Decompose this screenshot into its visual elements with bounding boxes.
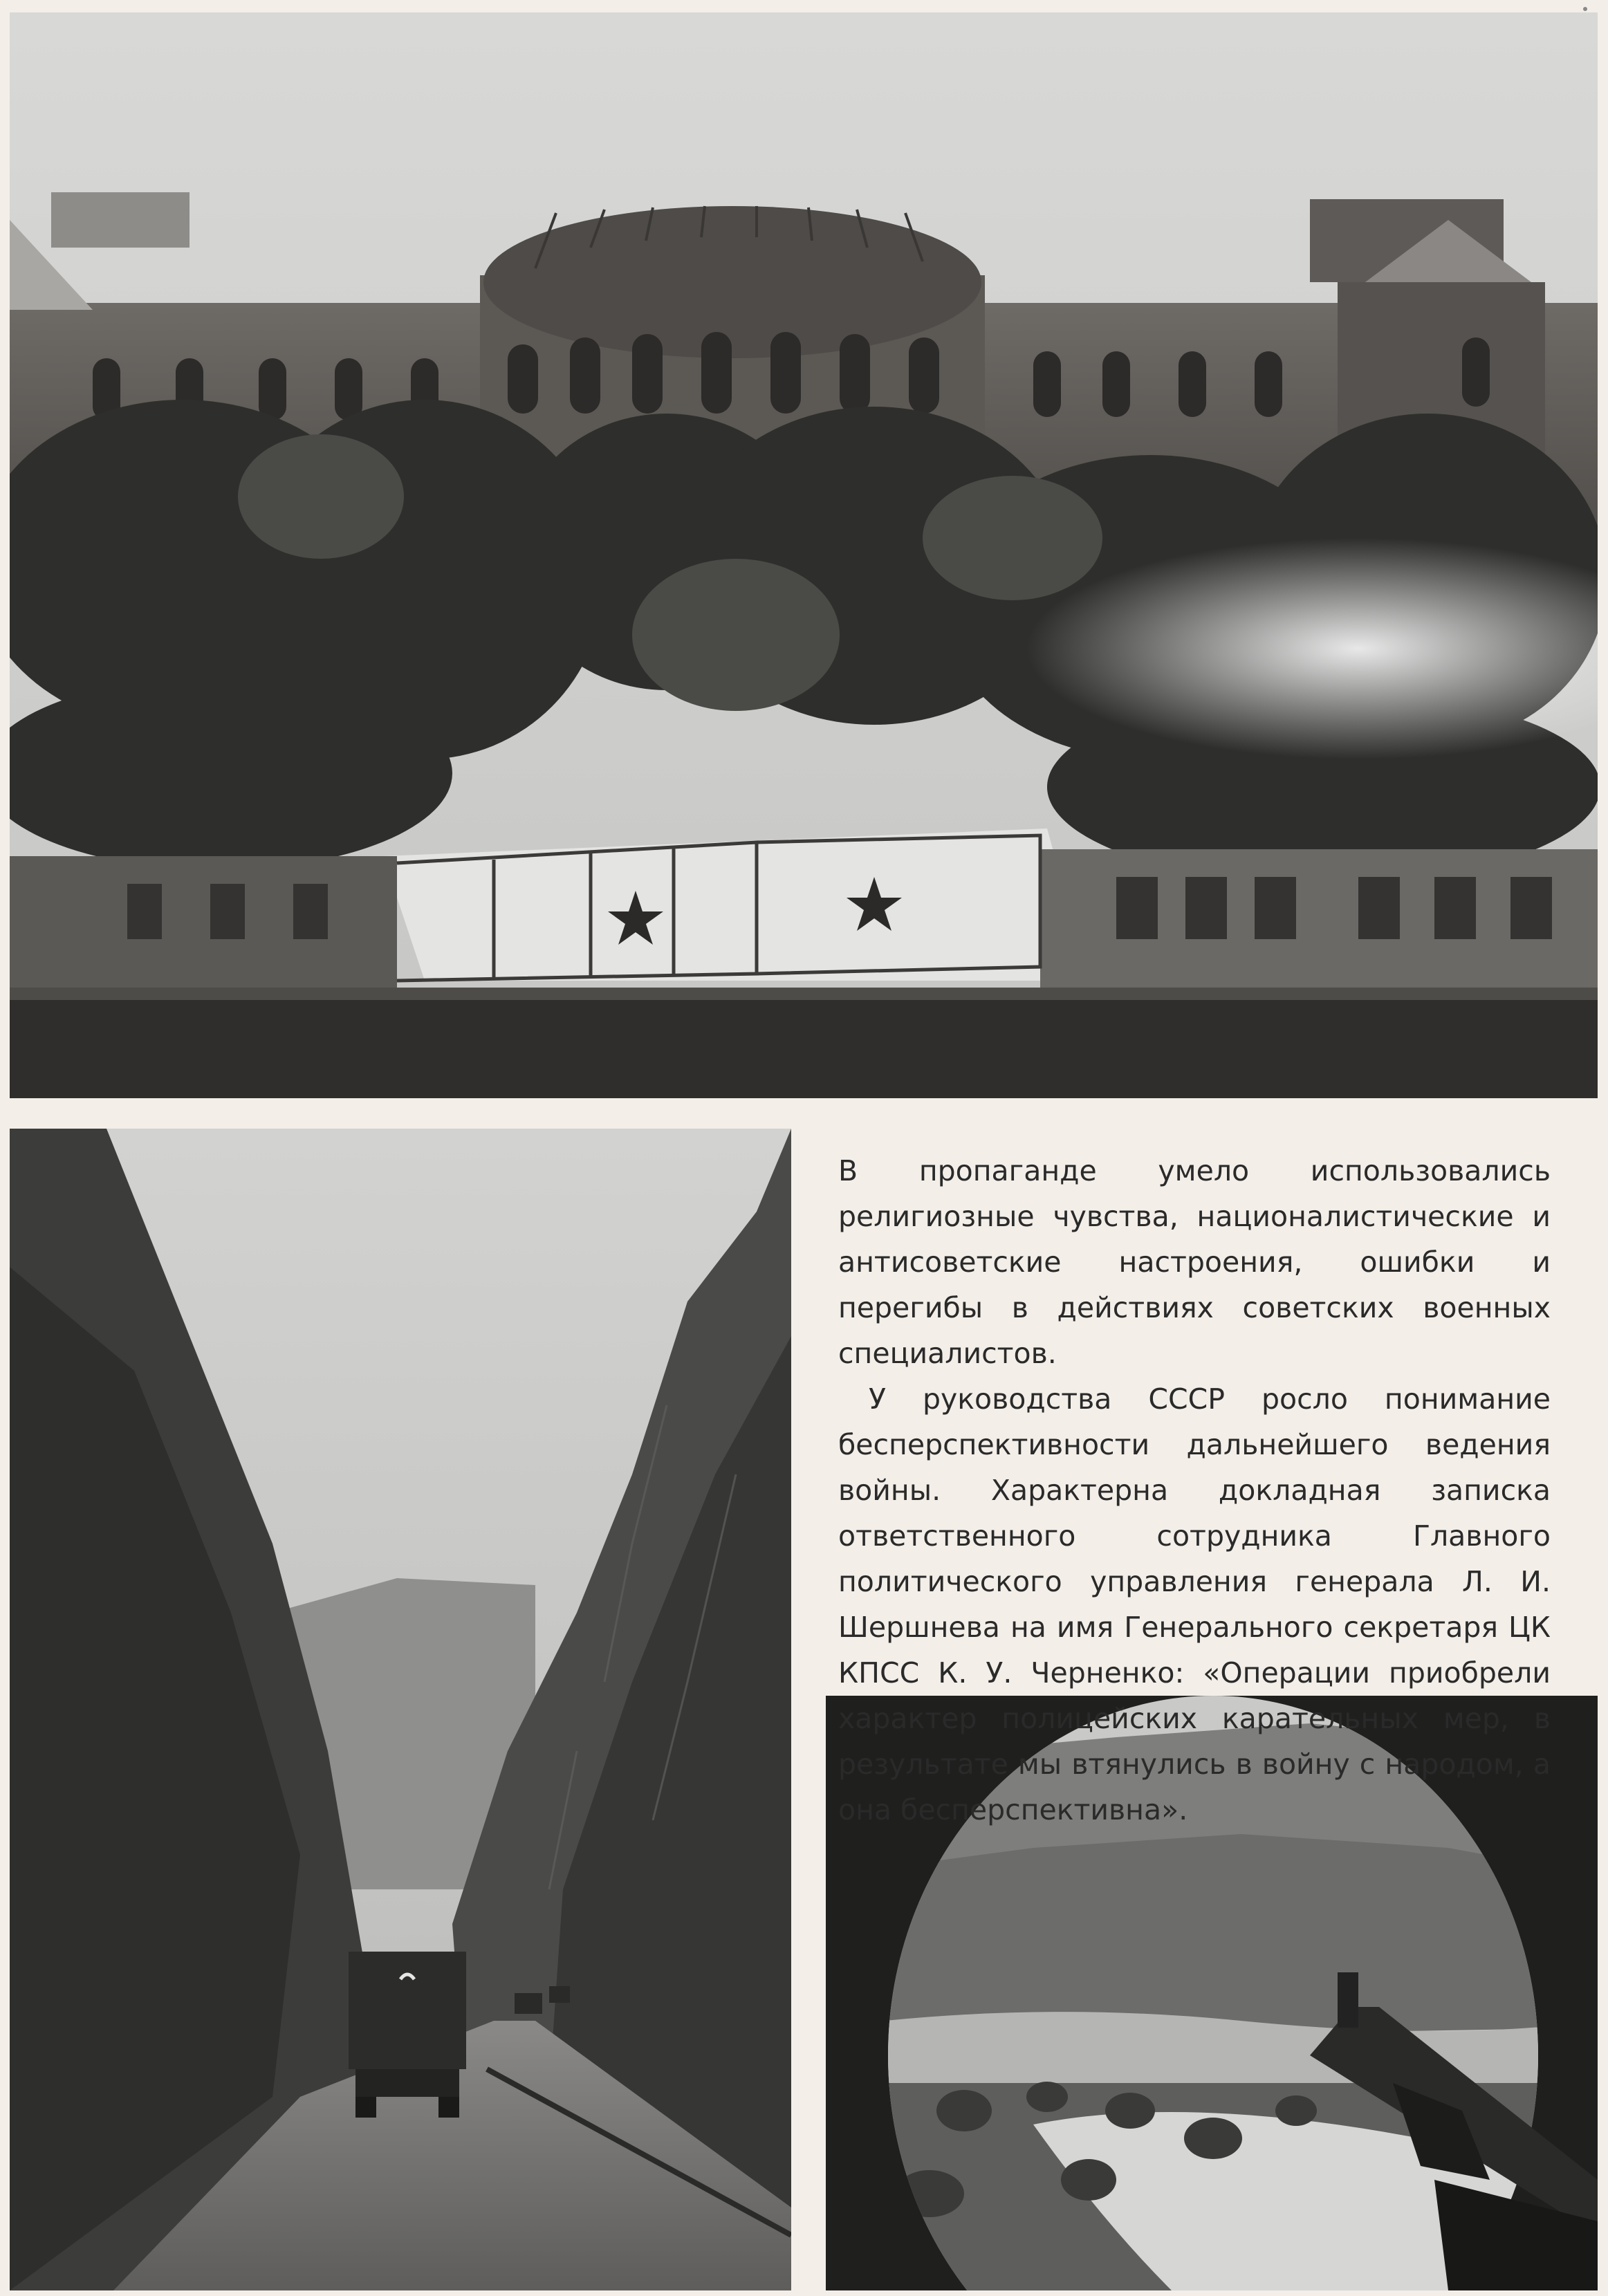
page-corner-mark [1583,7,1587,11]
article-text [838,1148,1551,1833]
gorge-road-illustration [10,1129,791,2290]
paragraph-2: У руководства СССР росло понимание бесперспективности дальнейшего ведения войны. Характерна докладная записка ответственного сотрудника Главного политического управления генерала Л. И. Шершнева на имя Генерального секретаря ЦК КПСС К. У. Черненко: «Операции приобрели характер полицейских карательных мер, в результате мы втянулись в войну с народом, а она бесперспективна». [838,1382,1551,1826]
paragraph-1: В пропаганде умело использовались религиозные чувства, националистические и антисоветские настроения, ошибки и перегибы в действиях советских военных специалистов. [838,1154,1551,1370]
palace-photo-illustration [10,12,1598,1098]
gorge-road-photo [10,1129,791,2290]
palace-photo [10,12,1598,1098]
